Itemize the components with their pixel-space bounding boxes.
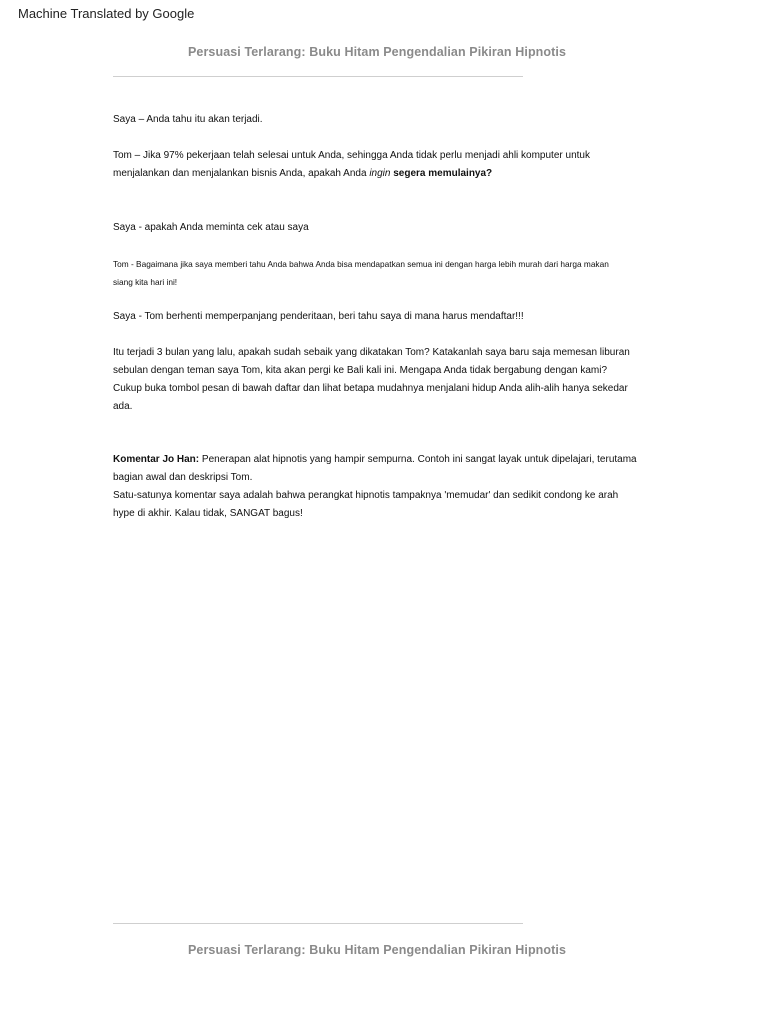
comment-line-3: Satu-satunya komentar saya adalah bahwa perangkat hipnotis tampaknya 'memudar' dan sedikit condong ke arah xyxy=(113,490,619,501)
paragraph-2-bold-phrase: segera memulainya? xyxy=(390,168,493,179)
footer-divider xyxy=(113,923,523,924)
paragraph-6-line-3: Cukup buka tombol pesan di bawah daftar dan lihat betapa mudahnya menjalani hidup Anda alih-alih hanya sekedar xyxy=(113,383,628,394)
comment-author-label: Komentar Jo Han: xyxy=(113,454,200,465)
paragraph-4 xyxy=(113,255,658,291)
machine-translation-notice: Machine Translated by Google xyxy=(18,6,195,21)
comment-line-1 xyxy=(113,451,658,469)
paragraph-2 xyxy=(113,147,658,183)
header-divider xyxy=(113,76,523,77)
paragraph-2-line-2-text: menjalankan dan menjalankan bisnis Anda, apakah Anda xyxy=(113,168,370,179)
paragraph-1: Saya – Anda tahu itu akan terjadi. xyxy=(113,114,263,125)
paragraph-2-line-2 xyxy=(113,165,658,183)
paragraph-6-line-2: sebulan dengan teman saya Tom, kita akan pergi ke Bali kali ini. Mengapa Anda tidak bergabung dengan kami? xyxy=(113,365,608,376)
paragraph-3: Saya - apakah Anda meminta cek atau saya xyxy=(113,222,309,233)
paragraph-6-line-1: Itu terjadi 3 bulan yang lalu, apakah sudah sebaik yang dikatakan Tom? Katakanlah saya baru saja memesan liburan xyxy=(113,347,630,358)
running-footer-title: Persuasi Terlarang: Buku Hitam Pengendalian Pikiran Hipnotis xyxy=(187,943,567,957)
comment-line-4: hype di akhir. Kalau tidak, SANGAT bagus! xyxy=(113,508,303,519)
paragraph-5: Saya - Tom berhenti memperpanjang penderitaan, beri tahu saya di mana harus mendaftar!!! xyxy=(113,311,524,322)
paragraph-6 xyxy=(113,344,658,416)
paragraph-6-line-4: ada. xyxy=(113,401,133,412)
paragraph-2-line-1: Tom – Jika 97% pekerjaan telah selesai untuk Anda, sehingga Anda tidak perlu menjadi ahli komputer untuk xyxy=(113,150,590,161)
comment-line-1-text: Penerapan alat hipnotis yang hampir sempurna. Contoh ini sangat layak untuk dipelajari, terutama xyxy=(199,454,637,465)
paragraph-4-line-1: Tom - Bagaimana jika saya memberi tahu Anda bahwa Anda bisa mendapatkan semua ini dengan harga lebih murah dari harga makan xyxy=(113,259,609,269)
paragraph-2-italic-word: ingin xyxy=(369,168,391,179)
running-header-title: Persuasi Terlarang: Buku Hitam Pengendalian Pikiran Hipnotis xyxy=(187,45,567,59)
comment-line-2: bagian awal dan deskripsi Tom. xyxy=(113,472,253,483)
comment-paragraph xyxy=(113,451,658,523)
paragraph-4-line-2: siang kita hari ini! xyxy=(113,277,178,287)
